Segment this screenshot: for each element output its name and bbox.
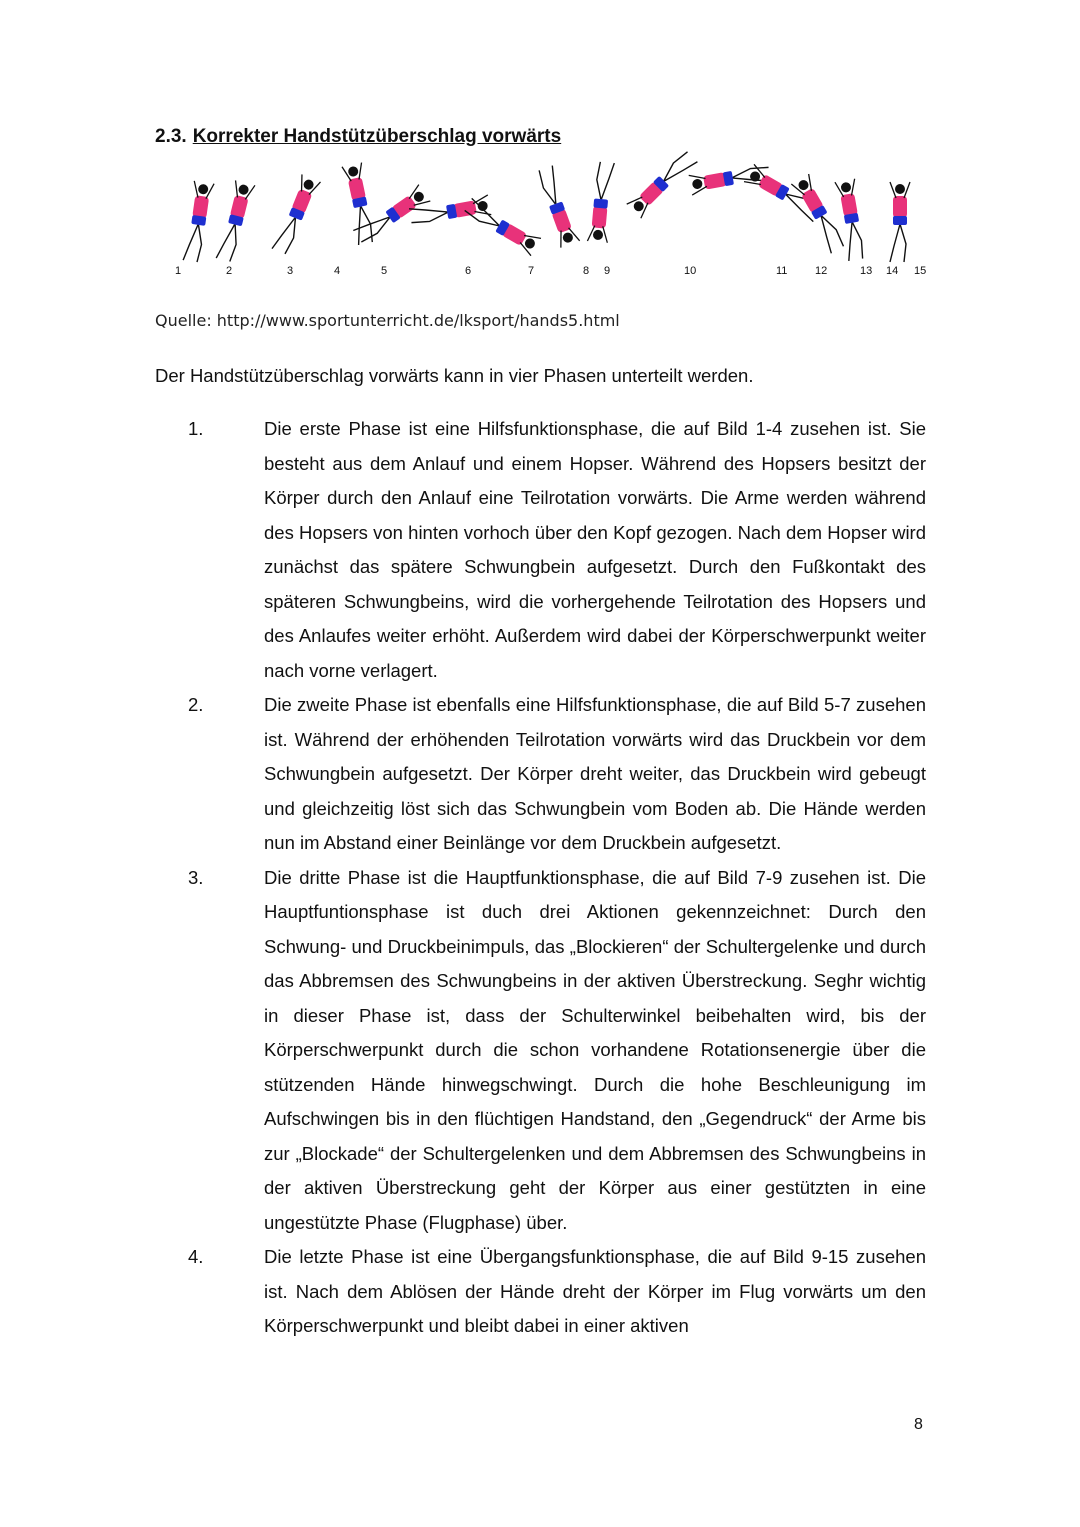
frame-number-label: 11 bbox=[776, 265, 788, 277]
frame-number-label: 1 bbox=[175, 265, 182, 277]
gymnast-frame bbox=[216, 180, 255, 262]
phase-number: 4. bbox=[188, 1246, 204, 1267]
frame-number-label: 12 bbox=[815, 265, 828, 277]
gymnast-frame bbox=[835, 179, 869, 261]
gymnast-legs bbox=[216, 221, 241, 262]
gymnast-head bbox=[238, 184, 250, 196]
gymnast-head bbox=[840, 182, 852, 194]
frame-number-label: 13 bbox=[860, 265, 873, 277]
frame-number-label: 5 bbox=[381, 265, 388, 277]
frame-number-label: 14 bbox=[886, 265, 899, 277]
frame-number-label: 8 bbox=[583, 265, 590, 277]
phase-item bbox=[155, 688, 926, 861]
phase-item bbox=[155, 1240, 926, 1344]
frame-number-label: 7 bbox=[528, 265, 535, 277]
section-number: 2.3. bbox=[155, 126, 187, 147]
gymnast-legs bbox=[842, 221, 864, 261]
gymnast-frame bbox=[627, 150, 698, 218]
phase-list bbox=[155, 412, 926, 1344]
section-title: Korrekter Handstützüberschlag vorwärts bbox=[192, 126, 562, 147]
phase-number: 1. bbox=[188, 418, 204, 439]
frame-number-label: 10 bbox=[684, 265, 697, 277]
frame-number-label: 3 bbox=[287, 265, 294, 277]
gymnast-legs bbox=[183, 222, 204, 262]
gymnast-head bbox=[477, 200, 489, 212]
phase-text: Die erste Phase ist eine Hilfsfunktionsphase, die auf Bild 1-4 zusehen ist. Sie besteht aus dem Anlauf und einem Hopser. Während des Hopsers besitzt der Körper durch den Anlauf eine Teilrotation vorwärts. Die Arme werden während des Hopsers von hinten vorhoch über den Kopf gezogen. Nach dem Hopser wird zunächst das spätere Schwungbein aufgesetzt. Durch den Fußkontakt des späteren Schwungbeins, wird die vorhergehende Teilrotation des Hopsers und des Anlaufes weiter erhöht. Außerdem wird dabei der Körperschwerpunkt weiter nach vorne verlagert. bbox=[264, 418, 926, 681]
frame-number-label: 15 bbox=[914, 265, 927, 277]
phase-text: Die dritte Phase ist die Hauptfunktionsphase, die auf Bild 7-9 zusehen ist. Die Hauptfuntionsphase ist duch drei Aktionen gekennzeichnet: Durch den Schwung- und Druckbeinimpuls, das „Blockieren“ der Schultergelenke und durch das Abbremsen des Schwungbeins in der aktiven Überstreckung. Seghr wichtig in dieser Phase ist, dass der Schulterwinkel beibehalten wird, bis der Körperschwerpunkt durch die schon vorhandene Rotationsenergie über die stützenden Hände hinwegschwingt. Durch die hohe Beschleunigung im Aufschwingen bis in den flüchtigen Handstand, den „Gegendruck“ der Arme bis zur „Blockade“ der Schultergelenken und dem Abbremsen des Schwungbeins in der aktiven Überstreckung geht der Körper aus einer gestützten in eine ungestützte Phase (Flugphase) über. bbox=[264, 866, 926, 1233]
gymnast-legs bbox=[537, 166, 565, 207]
gymnast-sequence-image bbox=[160, 150, 940, 285]
gymnast-sequence-figure bbox=[160, 150, 940, 285]
gymnast-frame bbox=[534, 166, 580, 248]
phase-item bbox=[155, 412, 926, 688]
frame-number-label: 4 bbox=[334, 265, 341, 277]
gymnast-head bbox=[895, 184, 905, 194]
source-citation: Quelle: http://www.sportunterricht.de/lksport/hands5.html bbox=[155, 311, 620, 330]
frame-number-label: 9 bbox=[604, 265, 611, 277]
gymnast-shirt bbox=[592, 205, 608, 228]
frame-number-label: 6 bbox=[465, 265, 472, 277]
gymnast-legs bbox=[272, 213, 301, 254]
intro-paragraph: Der Handstützüberschlag vorwärts kann in vier Phasen unterteilt werden. bbox=[155, 365, 754, 386]
gymnast-shorts bbox=[893, 216, 907, 225]
section-heading bbox=[155, 126, 561, 148]
gymnast-frame bbox=[587, 161, 614, 242]
frame-number-label: 2 bbox=[226, 265, 233, 277]
gymnast-frame bbox=[272, 174, 321, 256]
phase-number: 2. bbox=[188, 694, 204, 715]
phase-item bbox=[155, 861, 926, 1241]
phase-text: Die letzte Phase ist eine Übergangsfunktionsphase, die auf Bild 9-15 zusehen ist. Nach dem Ablösen der Hände dreht der Körper im Flug vorwärts um den Körperschwerpunkt und bleibt dabei in einer aktiven bbox=[264, 1246, 926, 1336]
gymnast-head bbox=[198, 184, 209, 195]
page-number: 8 bbox=[914, 1416, 923, 1433]
phase-number: 3. bbox=[188, 866, 204, 888]
gymnast-head bbox=[692, 178, 704, 190]
gymnast-head bbox=[593, 229, 604, 240]
gymnast-legs bbox=[351, 204, 375, 244]
phase-text: Die zweite Phase ist ebenfalls eine Hilfsfunktionsphase, die auf Bild 5-7 zusehen ist. Während der erhöhenden Teilrotation vorwärts wird das Druckbein vor dem Schwungbein aufgesetzt. Der Körper dreht weiter, das Druckbein wird gebeugt und gleichzeitig löst sich das Schwungbein vom Boden ab. Die Hände werden nun im Abstand einer Beinlänge vor dem Druckbein aufgesetzt. bbox=[264, 694, 926, 853]
gymnast-legs bbox=[595, 162, 614, 201]
gymnast-shorts bbox=[593, 198, 608, 208]
gymnast-frame bbox=[791, 174, 848, 253]
gymnast-head bbox=[347, 166, 359, 178]
gymnast-frame bbox=[342, 163, 378, 245]
gymnast-frame bbox=[890, 182, 910, 262]
gymnast-legs bbox=[890, 224, 906, 262]
gymnast-shirt bbox=[893, 196, 907, 218]
gymnast-frame bbox=[183, 181, 214, 263]
